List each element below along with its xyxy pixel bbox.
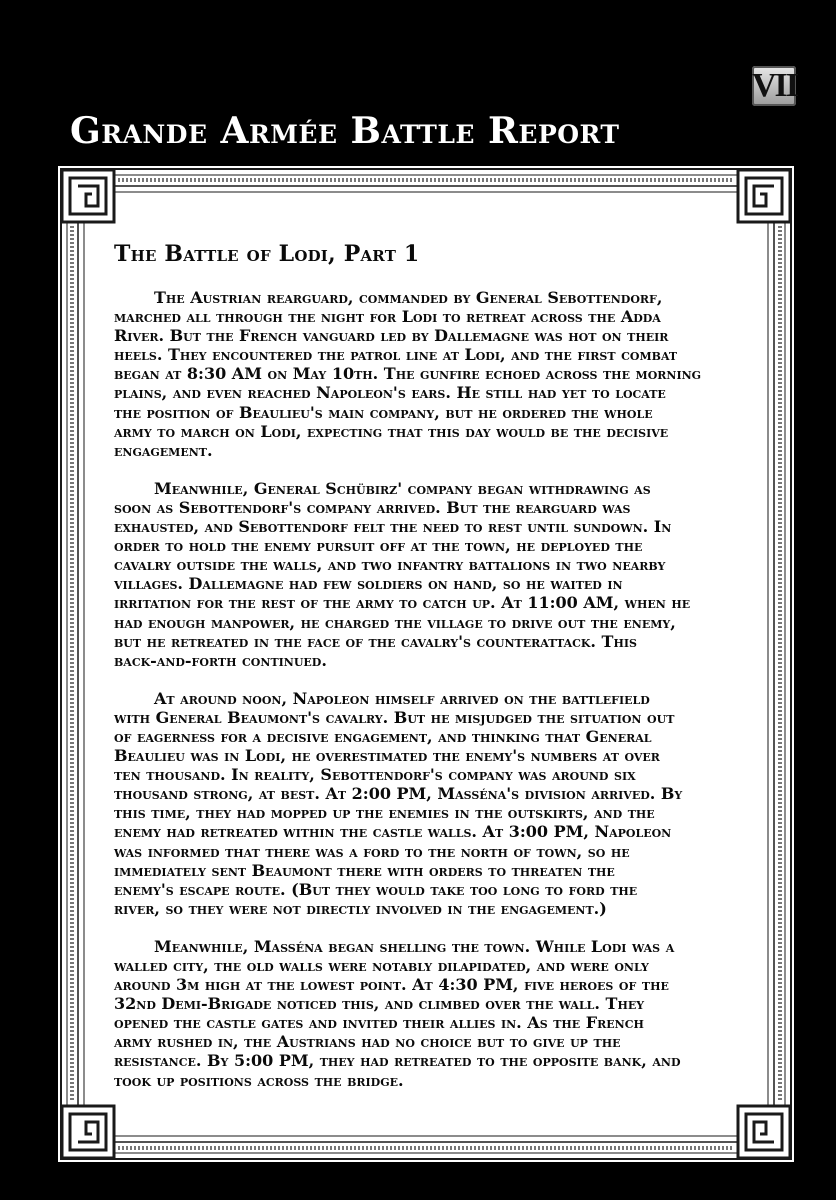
paragraph: The Austrian rearguard, commanded by General Sebottendorf, marched all through the night for Lodi to retreat across the Adda River. But the French vanguard led by Dallemagne was hot on their heels. They encountered the patrol line at Lodi, and the first combat began at 8:30 AM on May 10th. The gunfire echoed across the morning plains, and even reached Napoleon's ears. He still had yet to locate the position of Beaulieu's main company, but he ordered the whole army to march on Lodi, expecting that this day would be the decisive engagement. — [114, 288, 702, 460]
chapter-marker: VII — [752, 67, 798, 104]
corner-ornament-top-right — [738, 170, 790, 222]
section-heading: The Battle of Lodi, Part 1 — [114, 241, 420, 267]
paragraph: At around noon, Napoleon himself arrived on the battlefield with General Beaumont's cavalry. But he misjudged the situation out of eagerness for a decisive engagement, and thinking that General Beaulieu was in Lodi, he overestimated the enemy's numbers at over ten thousand. In reality, Sebottendorf's company was around six thousand strong, at best. At 2:00 PM, Masséna's division arrived. By this time, they had mopped up the enemies in the outskirts, and the enemy had retreated within the castle walls. At 3:00 PM, Napoleon was informed that there was a ford to the north of town, so he immediately sent Beaumont there with orders to threaten the enemy's escape route. (But they would take too long to ford the river, so they were not directly involved in the engagement.) — [114, 688, 683, 918]
paragraph: Meanwhile, Masséna began shelling the town. While Lodi was a walled city, the old walls were notably dilapidated, and were only around 3m high at the lowest point. At 4:30 PM, five heroes of the 32nd Demi-Brigade noticed this, and climbed over the wall. They opened the castle gates and invited their allies in. As the French army rushed in, the Austrians had no choice but to give up the resistance. By 5:00 PM, they had retreated to the opposite bank, and took up positions across the bridge. — [114, 936, 681, 1090]
corner-ornament-top-left — [62, 170, 114, 222]
paragraph: Meanwhile, General Schübirz' company began withdrawing as soon as Sebottendorf's company arrived. But the rearguard was exhausted, and Sebottendorf felt the need to rest until sundown. In order to hold the enemy pursuit off at the town, he deployed the cavalry outside the walls, and two infantry battalions in two nearby villages. Dallemagne had few soldiers on hand, so he waited in irritation for the rest of the army to catch up. At 11:00 AM, when he had enough manpower, he charged the village to drive out the enemy, but he retreated in the face of the cavalry's counterattack. This back-and-forth continued. — [114, 478, 691, 670]
article-body — [114, 240, 754, 1109]
corner-ornament-bottom-right — [738, 1106, 790, 1158]
corner-ornament-bottom-left — [62, 1106, 114, 1158]
report-panel — [58, 166, 794, 1162]
page-title: Grande Armée Battle Report — [70, 110, 620, 152]
